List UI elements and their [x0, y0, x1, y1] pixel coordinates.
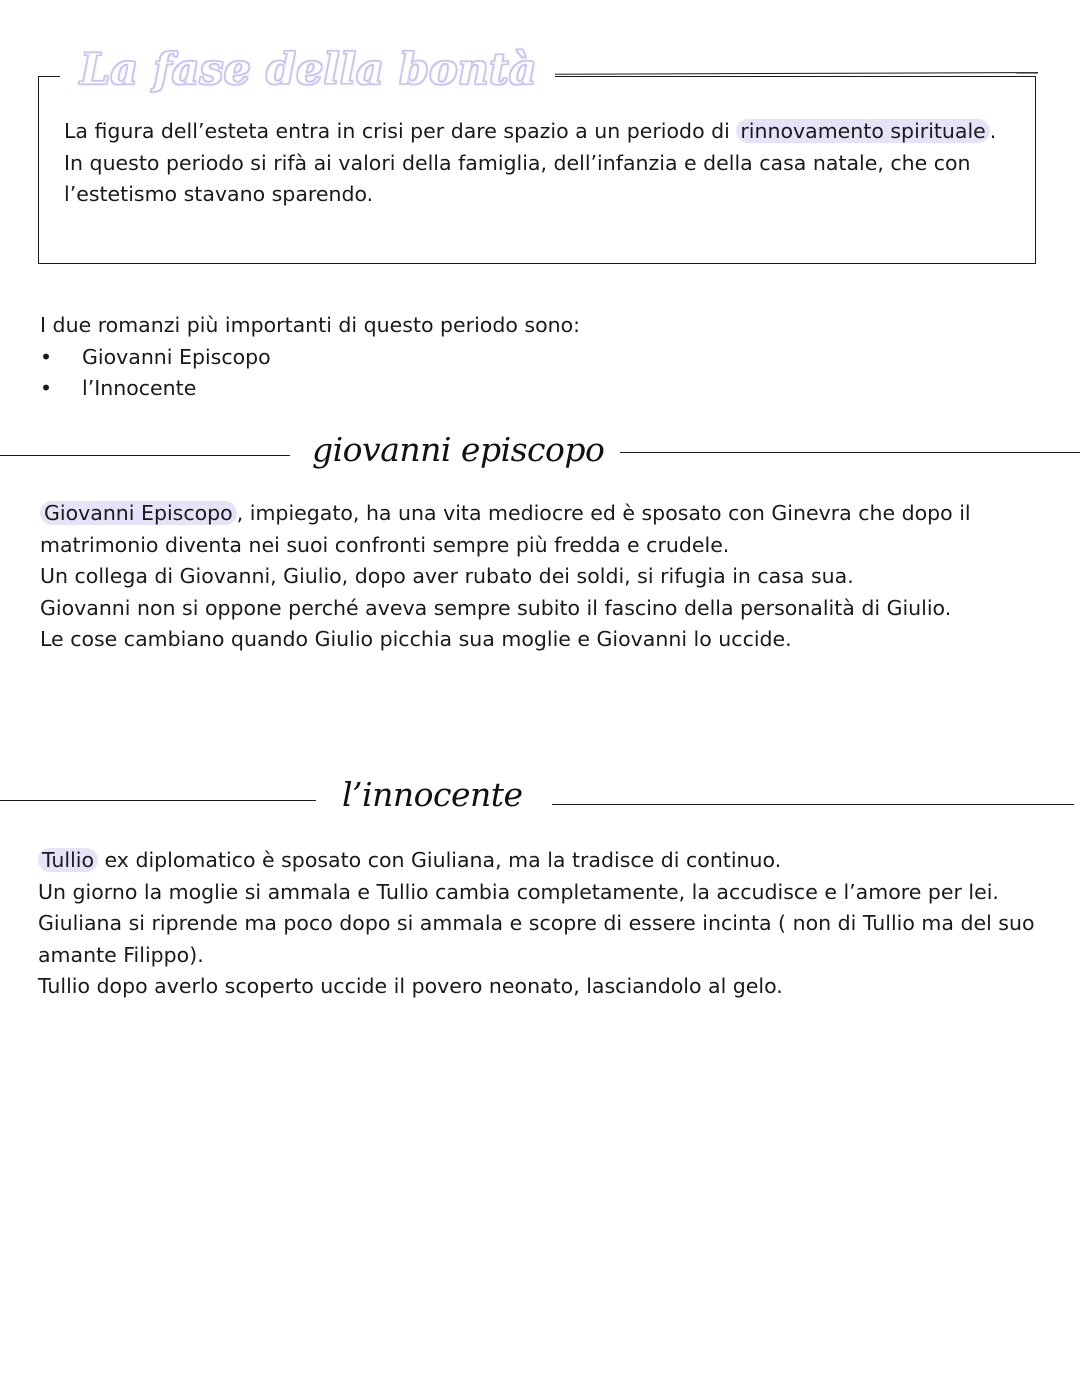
section-rule-right: [552, 804, 1074, 805]
intro-line-1: La figura dell’esteta entra in crisi per dare spazio a un periodo di rinnovamento spirituale .: [64, 119, 997, 143]
innocente-line-4: Tullio dopo averlo scoperto uccide il povero neonato, lasciandolo al gelo.: [38, 974, 783, 998]
intro-paragraph: [64, 116, 1029, 211]
list-item: • Giovanni Episcopo: [40, 342, 1020, 374]
episcopo-line-2: Un collega di Giovanni, Giulio, dopo aver rubato dei soldi, si rifugia in casa sua.: [40, 564, 854, 588]
highlight-episcopo: Giovanni Episcopo: [40, 501, 237, 525]
episcopo-line-4: Le cose cambiano quando Giulio picchia sua moglie e Giovanni lo uccide.: [40, 627, 792, 651]
page-title: La fase della bontà: [60, 40, 555, 100]
section-rule-right: [620, 452, 1080, 453]
episcopo-line-3: Giovanni non si oppone perché aveva sempre subito il fascino della personalità di Giulio.: [40, 595, 952, 620]
innocente-line-1: Tullio ex diplomatico è sposato con Giuliana, ma la tradisce di continuo.: [38, 845, 1038, 877]
list-item: • l’Innocente: [40, 373, 1020, 405]
section-innocente-body: [38, 845, 1038, 1003]
innocente-line-3: Giuliana si riprende ma poco dopo si ammala e scopre di essere incinta ( non di Tullio ma del suo amante Filippo).: [38, 911, 1035, 967]
highlight-tullio: Tullio: [38, 848, 98, 872]
episcopo-line-1: Giovanni Episcopo , impiegato, ha una vita mediocre ed è sposato con Ginevra che dopo il matrimonio diventa nei suoi confronti sempre più fredda e crudele.: [40, 501, 971, 557]
title-rule: [484, 72, 1038, 75]
section-heading-episcopo: giovanni episcopo: [312, 430, 605, 469]
section-heading-innocente: l’innocente: [342, 775, 523, 814]
section-episcopo-body: [40, 498, 1040, 656]
highlight-rinnovamento: rinnovamento spirituale: [736, 119, 989, 143]
novels-intro: [40, 310, 1020, 405]
novels-list: [40, 342, 1020, 405]
innocente-line-2: Un giorno la moglie si ammala e Tullio cambia completamente, la accudisce e l’amore per lei.: [38, 879, 999, 904]
section-rule-left: [0, 455, 290, 456]
novels-intro-text: I due romanzi più importanti di questo periodo sono:: [40, 313, 581, 337]
intro-line-2: In questo periodo si rifà ai valori della famiglia, dell’infanzia e della casa natale, che con l’estetismo stavano sparendo.: [64, 150, 971, 206]
section-rule-left: [0, 800, 316, 801]
